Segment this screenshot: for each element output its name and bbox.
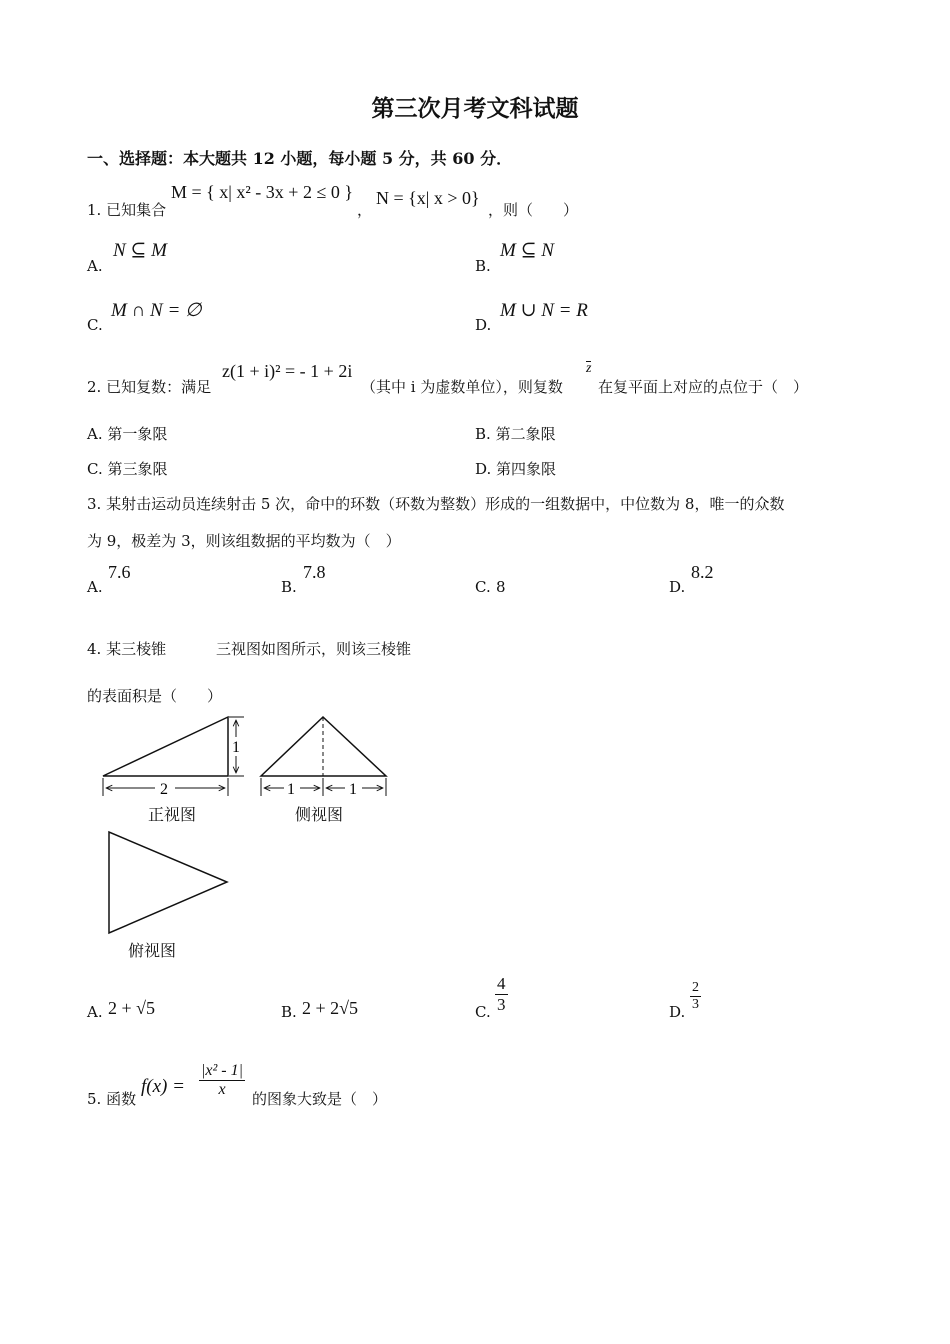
q1-comma: ，: [357, 201, 373, 219]
q2-middle: （其中 i 为虚数单位），则复数: [361, 378, 563, 396]
q1-option-a[interactable]: N ⊆ M: [113, 240, 167, 261]
q4-option-d[interactable]: $\frac{2}{3}$: [692, 980, 699, 1012]
top-view-triangle: [109, 832, 227, 933]
q5-prefix: 5. 函数: [87, 1090, 137, 1108]
q2-option-a[interactable]: A. 第一象限: [87, 425, 168, 443]
page-title: 第三次月考文科试题: [371, 95, 579, 122]
q3-option-c-key: C.: [475, 578, 491, 596]
q1-option-d[interactable]: M ∪ N = R: [500, 300, 588, 321]
q3-option-b-key: B.: [281, 578, 297, 596]
q3-line-1: 3. 某射击运动员连续射击 5 次，命中的环数（环数为整数）形成的一组数据中，中位数为 8，唯一的众数: [87, 495, 785, 513]
three-view-figure: [95, 710, 405, 965]
q4-line-1b: 三视图如图所示，则该三棱锥: [216, 640, 412, 658]
q1-prefix: 1. 已知集合: [87, 201, 167, 219]
q2-option-b[interactable]: B. 第二象限: [475, 425, 556, 443]
q1-set-n: N = {x| x > 0}: [376, 188, 480, 208]
front-view: [103, 717, 244, 798]
q1-option-a-key: A.: [87, 257, 103, 275]
q5-fraction: $\frac{\text{|x² - 1|}}{x}$: [201, 1062, 244, 1098]
side-right-label: 1: [349, 781, 357, 798]
q3-option-d[interactable]: 8.2: [691, 562, 714, 582]
q3-line-2: 为 9，极差为 3，则该组数据的平均数为（ ）: [87, 532, 401, 550]
q2-option-c[interactable]: C. 第三象限: [87, 460, 168, 478]
q4-line-1a: 4. 某三棱锥: [87, 640, 167, 658]
q2-equation: z(1 + i)² = - 1 + 2i: [222, 361, 353, 381]
side-view-label: 侧视图: [295, 805, 344, 824]
q4-option-d-key: D.: [669, 1003, 686, 1021]
q1-option-d-key: D.: [475, 316, 492, 334]
q3-option-d-key: D.: [669, 578, 686, 596]
q1-option-b-key: B.: [475, 257, 491, 275]
q5-suffix: 的图象大致是（ ）: [252, 1090, 388, 1108]
front-height-label: 1: [232, 739, 240, 756]
q2-option-d[interactable]: D. 第四象限: [475, 460, 557, 478]
side-left-label: 1: [287, 781, 295, 798]
q4-option-c-key: C.: [475, 1003, 491, 1021]
front-view-triangle: [103, 717, 228, 776]
top-view: [109, 832, 227, 933]
q4-option-a[interactable]: 2 + √5: [108, 998, 156, 1018]
q4-option-a-key: A.: [87, 1003, 103, 1021]
q4-option-b[interactable]: 2 + 2√5: [302, 998, 359, 1018]
q4-option-c[interactable]: $\frac{4}{3}$: [497, 974, 506, 1014]
top-view-label: 俯视图: [128, 941, 177, 960]
side-view: [261, 717, 386, 798]
q1-set-m: M = { x| x² - 3x + 2 ≤ 0 }: [171, 182, 353, 202]
q3-option-a[interactable]: 7.6: [108, 562, 131, 582]
q1-option-b[interactable]: M ⊆ N: [500, 240, 554, 261]
q3-option-c[interactable]: 8: [496, 578, 506, 596]
q5-function-name: f(x) =: [141, 1076, 185, 1097]
q4-line-2: 的表面积是（ ）: [87, 687, 223, 705]
q2-conjugate-z: z: [586, 361, 592, 376]
front-view-label: 正视图: [148, 805, 197, 824]
q1-option-c[interactable]: M ∩ N = ∅: [111, 300, 202, 321]
q2-prefix: 2. 已知复数：满足: [87, 378, 212, 396]
q4-option-b-key: B.: [281, 1003, 297, 1021]
q3-option-a-key: A.: [87, 578, 103, 596]
section-heading: 一、选择题：本大题共 12 小题，每小题 5 分，共 60 分．: [87, 149, 513, 168]
q3-option-b[interactable]: 7.8: [303, 562, 326, 582]
front-width-label: 2: [160, 781, 168, 798]
q1-option-c-key: C.: [87, 316, 103, 334]
q1-suffix: ，则（ ）: [488, 201, 579, 219]
q2-suffix: 在复平面上对应的点位于（ ）: [598, 378, 809, 396]
